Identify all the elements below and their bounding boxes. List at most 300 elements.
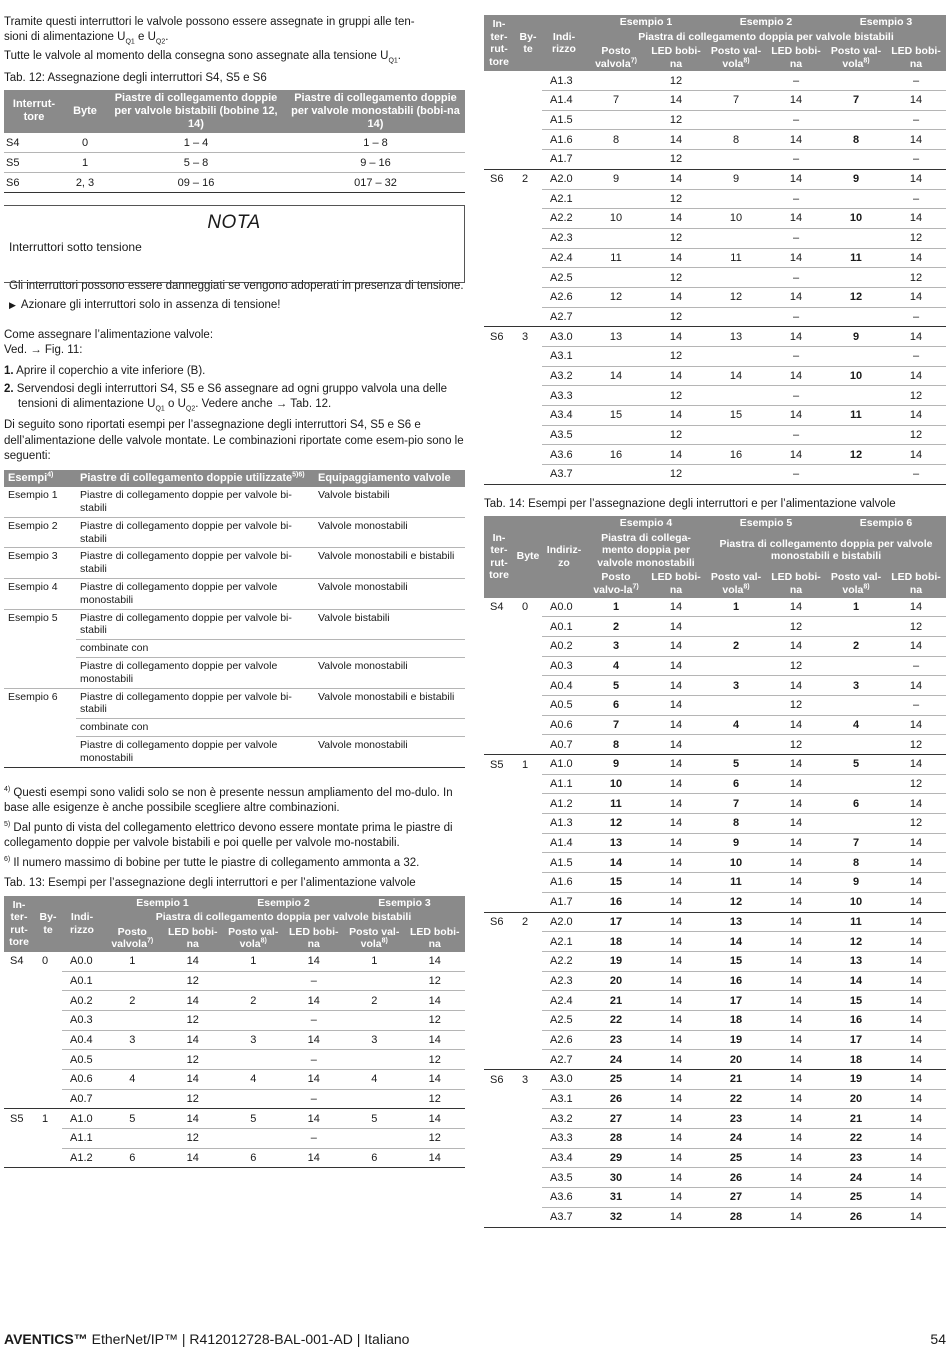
- table-cell: 12: [886, 617, 946, 637]
- table-cell: 14: [766, 636, 826, 656]
- table-cell: 3: [223, 1030, 284, 1050]
- table-cell: [826, 774, 886, 794]
- table-cell: A0.7: [62, 1089, 102, 1109]
- table-cell: A0.3: [542, 656, 586, 676]
- table-cell: S6: [490, 1073, 504, 1086]
- table-cell: 14: [886, 892, 946, 912]
- table-cell: 2: [522, 173, 529, 186]
- table-cell: [484, 386, 514, 406]
- table-cell: A1.5: [542, 110, 586, 130]
- table-cell: 14: [886, 912, 946, 932]
- example-name: Esempio 2: [4, 517, 76, 548]
- triangle-bullet-icon: ▶: [9, 300, 16, 311]
- table-cell: [34, 991, 62, 1011]
- table-cell: 22: [706, 1089, 766, 1109]
- table-cell: 12: [766, 735, 826, 755]
- table-row: [484, 715, 946, 735]
- table-cell: A2.0: [542, 912, 586, 932]
- table-cell: 14: [284, 1070, 345, 1090]
- table-cell: 14: [646, 1109, 706, 1129]
- table-cell: [484, 1010, 514, 1030]
- table-row: [4, 173, 465, 193]
- table-cell: [706, 735, 766, 755]
- table-cell: –: [766, 110, 826, 130]
- table-cell: 14: [766, 755, 826, 775]
- table-cell: [706, 268, 766, 288]
- table-row: [484, 1089, 946, 1109]
- table-row: [484, 912, 946, 932]
- table-cell: A3.6: [542, 445, 586, 465]
- table-cell: 14: [646, 445, 706, 465]
- table-14: [484, 516, 946, 1228]
- table-cell: A0.6: [542, 715, 586, 735]
- table-13-header: Piastra di collegamento doppia per valvole bistabili: [102, 910, 465, 925]
- table-cell: 9: [586, 169, 646, 189]
- table-cell: 14: [766, 366, 826, 386]
- table-cell: 2: [586, 617, 646, 637]
- table-cell: 4: [102, 1070, 163, 1090]
- table-cell: 9: [706, 833, 766, 853]
- table-cell: [484, 110, 514, 130]
- table-cell: [484, 268, 514, 288]
- table-cell: 26: [706, 1168, 766, 1188]
- table-cell: 14: [826, 971, 886, 991]
- table-cell: [826, 71, 886, 90]
- table-row: [484, 1070, 946, 1090]
- table-cell: 14: [646, 932, 706, 952]
- table-row: [484, 287, 946, 307]
- table-cell: 1: [586, 598, 646, 617]
- table-cell: [514, 873, 542, 893]
- table-cell: [514, 1148, 542, 1168]
- table-cell: [484, 991, 514, 1011]
- valve-equipment: Valvole monostabili: [314, 517, 465, 548]
- table-cell: 7: [706, 91, 766, 111]
- table-cell: 14: [646, 327, 706, 347]
- valve-equipment: Valvole monostabili: [314, 578, 465, 609]
- table-cell: A3.0: [542, 327, 586, 347]
- table-cell: [223, 971, 284, 991]
- table-cell: [706, 656, 766, 676]
- table-cell: 17: [706, 991, 766, 1011]
- table-cell: 14: [586, 366, 646, 386]
- table-cell: 14: [163, 991, 224, 1011]
- table-cell: –: [886, 110, 946, 130]
- table-cell: –: [886, 150, 946, 170]
- table-cell: [4, 1030, 34, 1050]
- table-row: [484, 873, 946, 893]
- table-cell: 2: [102, 991, 163, 1011]
- intro-paragraph-1: Tramite questi interruttori le valvole possono essere assegnate in gruppi alle ten- sioni di alimentazione $U_{Q1}$ e $U_{Q2}$.: [4, 16, 415, 46]
- table-cell: [514, 971, 542, 991]
- table-cell: 14: [586, 853, 646, 873]
- table-cell: 14: [163, 1030, 224, 1050]
- table-cell: 22: [826, 1129, 886, 1149]
- table-cell: 14: [405, 1070, 466, 1090]
- plate-type: Piastre di collegamento doppie per valvole bi-stabili: [76, 487, 314, 517]
- table-cell: 14: [766, 1168, 826, 1188]
- table-cell: 14: [766, 169, 826, 189]
- table-cell: [586, 150, 646, 170]
- table-cell: 14: [886, 1109, 946, 1129]
- table-cell: [514, 130, 542, 150]
- table-cell: 12: [163, 1050, 224, 1070]
- table-cell: 12: [405, 1050, 466, 1070]
- table-cell: 21: [706, 1070, 766, 1090]
- table-cell: 7: [586, 91, 646, 111]
- table-cell: [514, 853, 542, 873]
- table-cell: [826, 425, 886, 445]
- table-row: [484, 951, 946, 971]
- table-cell: 9 – 16: [286, 153, 465, 173]
- table-cell: A1.1: [542, 774, 586, 794]
- table-cell: 14: [766, 1050, 826, 1070]
- table-cell: 10: [826, 209, 886, 229]
- table-cell: 12: [766, 656, 826, 676]
- table-cell: 12: [706, 892, 766, 912]
- table-cell: [484, 853, 514, 873]
- table-cell: 14: [886, 1207, 946, 1227]
- table-row: [484, 307, 946, 327]
- table-cell: 3: [522, 330, 529, 343]
- table-13-header: Indi-rizzo: [542, 15, 586, 71]
- table-cell: 14: [405, 1030, 466, 1050]
- table-cell: A2.6: [542, 1030, 586, 1050]
- table-cell: 12: [646, 189, 706, 209]
- table-cell: [484, 814, 514, 834]
- table-13-header: Posto val-vola$^{8)}$: [223, 925, 284, 952]
- table-cell: 26: [586, 1089, 646, 1109]
- table-cell: –: [886, 307, 946, 327]
- table-cell: S6: [490, 173, 504, 186]
- table-cell: –: [886, 656, 946, 676]
- table-cell: 10: [826, 892, 886, 912]
- table-cell: [586, 347, 646, 367]
- table-cell: [514, 386, 542, 406]
- table-row: [484, 932, 946, 952]
- table-row: [484, 755, 946, 775]
- table-cell: 14: [766, 1030, 826, 1050]
- table-cell: 7: [826, 91, 886, 111]
- table-cell: 14: [766, 91, 826, 111]
- table-cell: [102, 1129, 163, 1149]
- footnote-4: $^{4)}$ Questi esempi sono validi solo se non è presente nessun ampliamento del mo-dulo. In base alle esigenze è anche possibile scegliere altre combinazioni.: [4, 785, 453, 814]
- table-cell: 7: [706, 794, 766, 814]
- table-cell: 14: [766, 327, 826, 347]
- plate-type: Piastre di collegamento doppie per valvole bi-stabili: [76, 548, 314, 579]
- valve-equipment: Valvole bistabili: [314, 609, 465, 640]
- valve-equipment: Valvole monostabili e bistabili: [314, 548, 465, 579]
- table-cell: 5: [826, 755, 886, 775]
- table-cell: 14: [886, 248, 946, 268]
- table-cell: [706, 228, 766, 248]
- table-cell: 14: [886, 833, 946, 853]
- table-13-header: Piastra di collegamento doppia per valvole bistabili: [586, 30, 946, 45]
- table-cell: S4: [490, 601, 504, 614]
- table-cell: 14: [646, 814, 706, 834]
- table-cell: 11: [826, 406, 886, 426]
- table-cell: –: [886, 347, 946, 367]
- table-cell: [586, 465, 646, 485]
- table-cell: [514, 1168, 542, 1188]
- table-13-header: Posto valvola$^{7)}$: [586, 44, 646, 71]
- table-cell: [484, 735, 514, 755]
- table-cell: 20: [826, 1089, 886, 1109]
- table-cell: [706, 307, 766, 327]
- table-row: [484, 1168, 946, 1188]
- table-cell: A3.5: [542, 425, 586, 445]
- table-cell: 14: [646, 755, 706, 775]
- table-cell: [514, 794, 542, 814]
- nota-box: [4, 205, 465, 283]
- footer-doc-info: AVENTICS™ EtherNet/IP™ | R412012728-BAL-001-AD | Italiano: [4, 1331, 410, 1347]
- table-cell: 18: [706, 1010, 766, 1030]
- table-cell: [484, 465, 514, 485]
- table-cell: 22: [586, 1010, 646, 1030]
- plate-type: combinate con: [76, 640, 314, 658]
- table-cell: S4: [10, 955, 24, 968]
- table-cell: 10: [586, 774, 646, 794]
- table-cell: 0: [64, 133, 106, 153]
- table-cell: [484, 833, 514, 853]
- table-cell: [484, 130, 514, 150]
- table-row: [484, 228, 946, 248]
- table-12: [4, 90, 465, 194]
- table-cell: [586, 71, 646, 90]
- table-row: [484, 150, 946, 170]
- table-cell: A1.3: [542, 71, 586, 90]
- table-14-header: Piastra di collega-mento doppia per valvole monostabili: [586, 531, 706, 571]
- table-cell: [826, 465, 886, 485]
- table-row: [484, 991, 946, 1011]
- table-13-header: Esempio 1: [102, 896, 223, 911]
- table-cell: 14: [706, 366, 766, 386]
- table-cell: 14: [886, 130, 946, 150]
- table-cell: 7: [586, 715, 646, 735]
- table-cell: 9: [826, 873, 886, 893]
- table-cell: [514, 1010, 542, 1030]
- table-cell: [484, 1129, 514, 1149]
- table-cell: [102, 1050, 163, 1070]
- table-cell: A1.5: [542, 853, 586, 873]
- table-cell: 14: [163, 1070, 224, 1090]
- table-cell: 12: [886, 814, 946, 834]
- table-13-caption: Tab. 13: Esempi per l’assegnazione degli interruttori e per l’alimentazione valvole: [4, 877, 416, 890]
- table-14-header: Esempio 6: [826, 516, 946, 531]
- table-cell: 27: [586, 1109, 646, 1129]
- table-cell: 14: [886, 755, 946, 775]
- table-cell: [223, 1010, 284, 1030]
- table-cell: A2.7: [542, 307, 586, 327]
- table-cell: 15: [706, 406, 766, 426]
- brand-name: AVENTICS™: [4, 1331, 88, 1347]
- table-cell: [484, 1089, 514, 1109]
- table-row: [484, 209, 946, 229]
- table-cell: 12: [826, 287, 886, 307]
- table-cell: 6: [102, 1148, 163, 1168]
- table-row: [484, 695, 946, 715]
- table-cell: [514, 150, 542, 170]
- table-cell: 1 – 8: [286, 133, 465, 153]
- table-cell: [514, 287, 542, 307]
- table-cell: [514, 1109, 542, 1129]
- table-cell: 14: [163, 1109, 224, 1129]
- table-cell: A3.4: [542, 406, 586, 426]
- table-cell: [706, 71, 766, 90]
- table-cell: S5: [490, 758, 504, 771]
- table-cell: 14: [405, 952, 466, 971]
- table-cell: 21: [826, 1109, 886, 1129]
- table-cell: [344, 1129, 405, 1149]
- table-cell: [484, 951, 514, 971]
- table-cell: 14: [646, 130, 706, 150]
- table-13-header: Posto val-vola$^{8)}$: [706, 44, 766, 71]
- table-cell: 5: [223, 1109, 284, 1129]
- table-cell: 12: [886, 774, 946, 794]
- table-cell: 3: [344, 1030, 405, 1050]
- table-cell: A1.3: [542, 814, 586, 834]
- table-row: [4, 609, 465, 640]
- table-cell: 12: [886, 228, 946, 248]
- table-row: [484, 971, 946, 991]
- table-14-header: In-ter-rut-tore: [484, 516, 514, 598]
- table-row: [4, 952, 465, 971]
- table-cell: 14: [405, 991, 466, 1011]
- table-cell: A2.4: [542, 991, 586, 1011]
- table-cell: A0.1: [62, 971, 102, 991]
- table-cell: 14: [646, 1030, 706, 1050]
- table-cell: 14: [766, 1089, 826, 1109]
- table-cell: [484, 1188, 514, 1208]
- table-cell: [706, 465, 766, 485]
- table-row: [484, 853, 946, 873]
- examples-table-body: [4, 487, 465, 767]
- table-cell: [344, 971, 405, 991]
- step-1: 1. Aprire il coperchio a vite inferiore (B).: [4, 364, 206, 377]
- table-cell: A2.4: [542, 248, 586, 268]
- table-cell: A2.1: [542, 189, 586, 209]
- table-cell: 14: [886, 445, 946, 465]
- table-cell: 14: [766, 445, 826, 465]
- table-cell: 14: [766, 406, 826, 426]
- footnote-6: $^{6)}$ Il numero massimo di bobine per tutte le piastre di collegamento ammonta a 32.: [4, 856, 420, 870]
- table-cell: [102, 1010, 163, 1030]
- table-cell: [484, 347, 514, 367]
- table-cell: 31: [586, 1188, 646, 1208]
- table-cell: A3.1: [542, 1089, 586, 1109]
- table-cell: 12: [646, 110, 706, 130]
- table-row: [4, 517, 465, 548]
- table-cell: 8: [826, 853, 886, 873]
- table-cell: 14: [646, 774, 706, 794]
- table-cell: 12: [646, 347, 706, 367]
- table-cell: 9: [586, 755, 646, 775]
- table-cell: 24: [586, 1050, 646, 1070]
- table-cell: 14: [646, 1010, 706, 1030]
- table-cell: 23: [826, 1148, 886, 1168]
- table-cell: [514, 425, 542, 445]
- table-cell: 29: [586, 1148, 646, 1168]
- table-row: [484, 636, 946, 656]
- table-cell: 12: [405, 1129, 466, 1149]
- table-cell: 14: [646, 406, 706, 426]
- table-cell: A3.2: [542, 1109, 586, 1129]
- table-cell: [484, 617, 514, 637]
- table-cell: –: [886, 695, 946, 715]
- table-cell: [484, 656, 514, 676]
- table-cell: 2: [522, 916, 529, 929]
- example-name: Esempio 4: [4, 578, 76, 609]
- table-row: [484, 268, 946, 288]
- table-cell: 14: [886, 853, 946, 873]
- examples-header: Equipaggiamento valvole: [314, 470, 465, 487]
- table-cell: 11: [826, 912, 886, 932]
- table-cell: 14: [886, 327, 946, 347]
- table-cell: 20: [586, 971, 646, 991]
- table-cell: 28: [706, 1207, 766, 1227]
- table-cell: S6: [4, 173, 64, 193]
- table-cell: 14: [766, 912, 826, 932]
- table-cell: A0.1: [542, 617, 586, 637]
- table-cell: 14: [766, 932, 826, 952]
- table-cell: [4, 1089, 34, 1109]
- table-cell: A3.3: [542, 386, 586, 406]
- table-cell: A0.0: [542, 598, 586, 617]
- table-cell: [826, 386, 886, 406]
- table-cell: 14: [886, 169, 946, 189]
- table-cell: [514, 228, 542, 248]
- table-cell: A0.4: [62, 1030, 102, 1050]
- table-cell: 26: [826, 1207, 886, 1227]
- table-cell: –: [886, 465, 946, 485]
- table-cell: 12: [163, 1129, 224, 1149]
- table-cell: 1: [42, 1112, 49, 1125]
- table-cell: [484, 1109, 514, 1129]
- table-row: [484, 1050, 946, 1070]
- table-cell: [826, 347, 886, 367]
- table-13-header: By-te: [34, 896, 62, 952]
- table-cell: 14: [766, 209, 826, 229]
- table-row: [484, 1109, 946, 1129]
- table-cell: [484, 932, 514, 952]
- table-cell: [514, 465, 542, 485]
- table-cell: 14: [646, 1089, 706, 1109]
- table-cell: A3.6: [542, 1188, 586, 1208]
- table-cell: [484, 794, 514, 814]
- table-row: [484, 1188, 946, 1208]
- table-cell: A3.5: [542, 1168, 586, 1188]
- table-cell: 3: [706, 676, 766, 696]
- table-row: [484, 1148, 946, 1168]
- table-13-header: LED bobi-na: [405, 925, 466, 952]
- table-row: [4, 1070, 465, 1090]
- table-cell: [344, 1010, 405, 1030]
- table-14-header: Posto val-vola$^{8)}$: [706, 570, 766, 597]
- table-cell: [586, 386, 646, 406]
- table-cell: [514, 209, 542, 229]
- table-13-header: Esempio 2: [706, 15, 826, 30]
- table-cell: [344, 1050, 405, 1070]
- table-row: [484, 617, 946, 637]
- table-cell: 14: [886, 1010, 946, 1030]
- table-cell: 30: [586, 1168, 646, 1188]
- table-cell: [344, 1089, 405, 1109]
- table-cell: 11: [706, 248, 766, 268]
- table-14-header: LED bobi-na: [766, 570, 826, 597]
- table-cell: A1.7: [542, 892, 586, 912]
- plate-type: Piastre di collegamento doppie per valvole bi-stabili: [76, 517, 314, 548]
- table-cell: 9: [826, 327, 886, 347]
